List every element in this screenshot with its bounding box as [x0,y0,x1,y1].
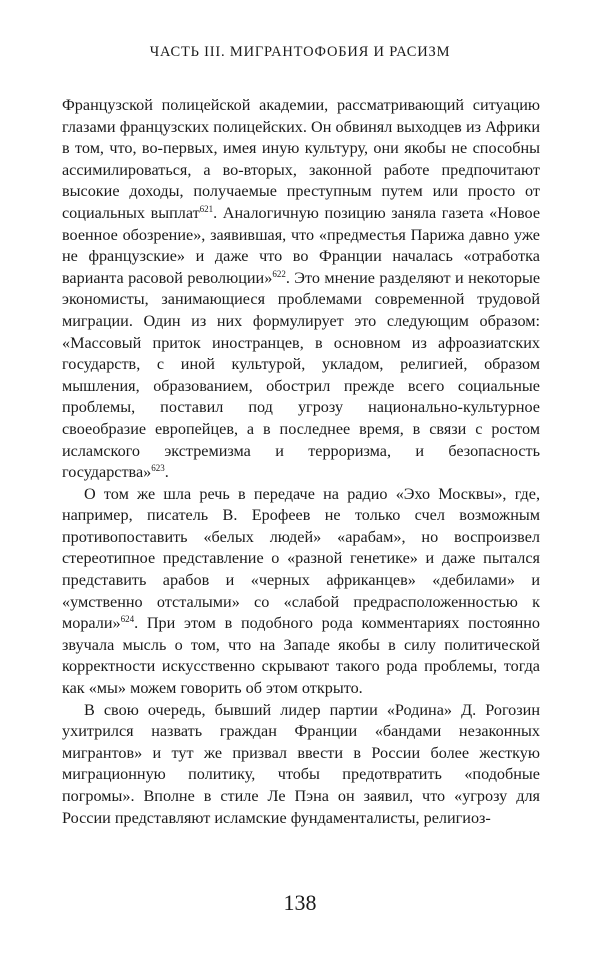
paragraph-1 [62,95,540,484]
paragraph-2 [62,484,540,700]
page-number: 138 [283,890,317,915]
running-head: ЧАСТЬ III. МИГРАНТОФОБИЯ И РАСИЗМ [149,44,451,60]
body-text [62,95,540,829]
paragraph-3-text-1: В свою очередь, бывший лидер партии «Родина» Д. Рогозин ухитрился назвать граждан Франции «бандами незаконных мигрантов» и тут же призвал ввести в России более жесткую миграционную политику, чтобы предотвратить «подобные погромы». Вполне в стиле Ле Пэна он заявил, что «угрозу для России представляют исламские фундаменталисты, религиоз- [62,700,540,827]
paragraph-1-text-3: . Это мнение разделяют и некоторые экономисты, занимающиеся проблемами современной трудовой миграции. Один из них формулирует это следующим образом: «Массовый приток иностранцев, в основном из афроазиатских государств, с иной культурой, укладом, религией, образом мышления, образованием, обострил прежде всего социальные проблемы, поставил под угрозу национально-культурное своеобразие европейцев, а в последнее время, в связи с ростом исламского экстремизма и терроризма, и безопасность государства» [62,268,541,482]
paragraph-1-text-1: Французской полицейской академии, рассматривающий ситуацию глазами французских полицейских. Он обвинял выходцев из Африки в том, что, во-первых, имея иную культуру, они якобы не способны ассимилироваться, а во-вторых, законной работе предпочитают высокие доходы, получаемые преступным путем или просто от социальных выплат [62,96,540,222]
footnote-ref-623: 623 [151,463,165,474]
paragraph-3 [62,700,540,830]
footnote-ref-622: 622 [272,268,286,279]
footnote-ref-621: 621 [199,203,214,214]
paragraph-1-text-2: . Аналогичную позицию заняла газета «Новое военное обозрение», заявившая, что «предместья Парижа давно уже не французские» и даже что во Франции началась «отработка варианта расовой революции» [62,203,541,287]
paragraph-1-text-4: . [164,463,169,482]
footnote-ref-624: 624 [120,614,135,625]
paragraph-2-text-2: . При этом в подобного рода комментариях постоянно звучала мысль о том, что на Западе якобы в силу политической корректности искусственно скрывают такого рода проблемы, тогда как «мы» можем говорить об этом открыто. [62,614,540,698]
paragraph-2-text-1: О том же шла речь в передаче на радио «Эхо Москвы», где, например, писатель В. Ерофеев не только счел возможным противопоставить «белых людей» «арабам», но воспроизвел стереотипное представление о «разной генетике» и даже пытался представить арабов и «черных африканцев» «дебилами» и «умственно отсталыми» со «слабой предрасположенностью к морали» [62,484,540,633]
